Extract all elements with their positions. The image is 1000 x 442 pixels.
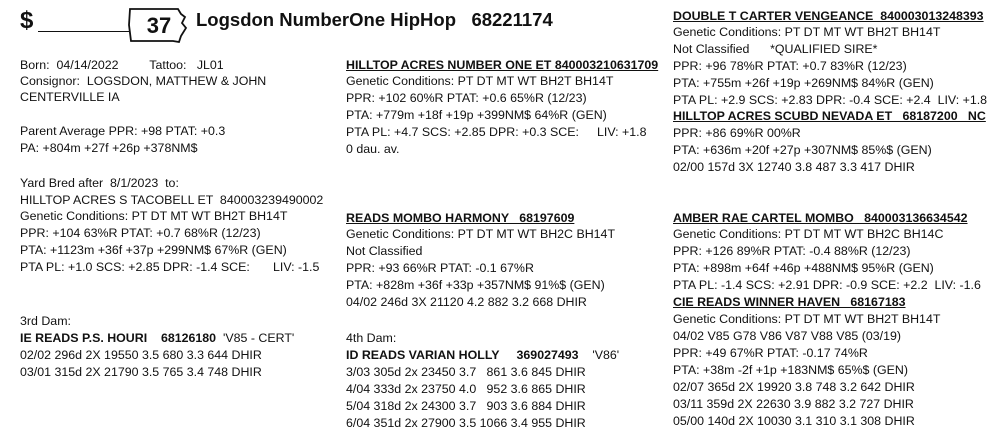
dam-of-mgs-score: 04/02 V85 G78 V86 V87 V88 V85 (03/19) [673, 329, 902, 343]
sire-of-sire-class: Not Classified *QUALIFIED SIRE* [673, 42, 878, 56]
consignor-name: LOGSDON, MATTHEW & JOHN [86, 74, 267, 88]
sire-pta: PTA: +779m +18f +19p +399NM$ 64%R (GEN) [346, 108, 607, 122]
consignor-line [20, 74, 266, 88]
animal-title [196, 9, 553, 31]
mgs-name: READS MOMBO HARMONY 68197609 [346, 211, 575, 225]
bred-to-liv: LIV: -1.5 [273, 260, 320, 274]
bred-to-sire: HILLTOP ACRES S TACOBELL ET 840003239490002 [20, 193, 324, 207]
sire-name: HILLTOP ACRES NUMBER ONE ET 840003210631709 [346, 58, 659, 72]
dam-of-mgs-pta: PTA: +38m -2f +1p +183NM$ 65%$ (GEN) [673, 363, 908, 377]
fourth-dam-record: 4/04 333d 2x 23750 4.0 952 3.6 865 DHIR [346, 382, 586, 396]
price-dollar-sign: $ [20, 7, 34, 34]
third-dam-record: 02/02 296d 2X 19550 3.5 680 3.3 644 DHIR [20, 348, 262, 362]
third-dam-title [20, 331, 294, 345]
mgs-record: 04/02 246d 3X 21120 4.2 882 3.2 668 DHIR [346, 295, 587, 309]
born-label: Born: [20, 58, 50, 72]
sire-daughters: 0 dau. av. [346, 142, 400, 156]
mgs-genetic: Genetic Conditions: PT DT MT WT BH2C BH14T [346, 227, 616, 241]
sire-genetic: Genetic Conditions: PT DT MT WT BH2T BH14T [346, 74, 614, 88]
lot-number: 37 [146, 13, 172, 38]
born-line [20, 58, 224, 72]
animal-name: Logsdon NumberOne HipHop [196, 9, 457, 30]
sire-of-sire-ppr: PPR: +96 78%R PTAT: +0.7 83%R (12/23) [673, 59, 907, 73]
third-dam-reg: 68126180 [160, 331, 217, 345]
third-dam-name: IE READS P.S. HOURI [20, 331, 148, 345]
dam-of-sire-name: HILLTOP ACRES SCUBD NEVADA ET 68187200 NC [673, 109, 986, 123]
tattoo-value: JL01 [196, 58, 224, 72]
sire-pta-pl: PTA PL: +4.7 SCS: +2.85 DPR: +0.3 SCE: [346, 125, 579, 139]
dam-of-sire-ppr: PPR: +86 69%R 00%R [673, 126, 801, 140]
sire-of-mgs-ppr: PPR: +126 89%R PTAT: -0.4 88%R (12/23) [673, 244, 911, 258]
bred-to-pta: PTA: +1123m +36f +37p +299NM$ 67%R (GEN) [20, 243, 287, 257]
fourth-dam-name: ID READS VARIAN HOLLY [346, 348, 500, 362]
fourth-dam-record: 3/03 305d 2x 23450 3.7 861 3.6 845 DHIR [346, 365, 586, 379]
sire-liv: LIV: +1.8 [597, 125, 647, 139]
born-date: 04/14/2022 [56, 58, 119, 72]
sire-of-sire-pta: PTA: +755m +26f +19p +269NM$ 84%R (GEN) [673, 76, 934, 90]
third-dam-record: 03/01 315d 2X 21790 3.5 765 3.4 748 DHIR [20, 365, 262, 379]
bred-to-pta-pl: PTA PL: +1.0 SCS: +2.85 DPR: -1.4 SCE: [20, 260, 250, 274]
dam-of-mgs-genetic: Genetic Conditions: PT DT MT WT BH2T BH14T [673, 312, 941, 326]
sire-of-mgs-genetic: Genetic Conditions: PT DT MT WT BH2C BH14C [673, 227, 944, 241]
parent-average-pa: PA: +804m +27f +26p +378NM$ [20, 141, 198, 155]
dam-of-mgs-record: 05/00 140d 2X 10030 3.1 310 3.1 308 DHIR [673, 414, 915, 428]
third-dam-label: 3rd Dam: [20, 314, 71, 328]
dam-of-sire-record: 02/00 157d 3X 12740 3.8 487 3.3 417 DHIR [673, 160, 915, 174]
yard-bred-line: Yard Bred after 8/1/2023 to: [20, 176, 179, 190]
fourth-dam-title [346, 348, 619, 362]
consignor-label: Consignor: [20, 74, 80, 88]
fourth-dam-record: 5/04 318d 2x 24300 3.7 903 3.6 884 DHIR [346, 399, 586, 413]
fourth-dam-record: 6/04 351d 2x 27900 3.5 1066 3.4 955 DHIR [346, 416, 586, 430]
dam-of-sire-pta: PTA: +636m +20f +27p +307NM$ 85%$ (GEN) [673, 143, 932, 157]
fourth-dam-reg: 369027493 [516, 348, 579, 362]
fourth-dam-score: 'V86' [592, 348, 620, 362]
sire-of-mgs-name: AMBER RAE CARTEL MOMBO 840003136634542 [673, 211, 968, 225]
animal-reg-number: 68221174 [471, 9, 553, 30]
mgs-class: Not Classified [346, 244, 423, 258]
dam-of-mgs-record: 02/07 365d 2X 19920 3.8 748 3.2 642 DHIR [673, 380, 915, 394]
dam-of-mgs-record: 03/11 359d 2X 22630 3.9 882 3.2 727 DHIR [673, 397, 914, 411]
parent-average: Parent Average PPR: +98 PTAT: +0.3 [20, 124, 226, 138]
sire-of-mgs-pta-pl: PTA PL: -1.4 SCS: +2.91 DPR: -0.9 SCE: +2.2 LIV: -1.6 [673, 278, 981, 292]
dam-of-mgs-name: CIE READS WINNER HAVEN 68167183 [673, 295, 906, 309]
third-dam-score: 'V85 - CERT' [222, 331, 295, 345]
tattoo-label: Tattoo: [149, 58, 187, 72]
sire-of-sire-name: DOUBLE T CARTER VENGEANCE 840003013248393 [673, 9, 984, 23]
sire-ppr: PPR: +102 60%R PTAT: +0.6 65%R (12/23) [346, 91, 587, 105]
bred-to-ppr: PPR: +104 63%R PTAT: +0.7 68%R (12/23) [20, 226, 261, 240]
dam-of-mgs-ppr: PPR: +49 67%R PTAT: -0.17 74%R [673, 346, 868, 360]
sire-of-sire-genetic: Genetic Conditions: PT DT MT WT BH2T BH14T [673, 25, 941, 39]
sire-of-mgs-pta: PTA: +898m +64f +46p +488NM$ 95%R (GEN) [673, 261, 934, 275]
price-blank-line [38, 31, 130, 32]
mgs-ppr: PPR: +93 66%R PTAT: -0.1 67%R [346, 261, 534, 275]
fourth-dam-label: 4th Dam: [346, 331, 397, 345]
consignor-location: CENTERVILLE IA [20, 90, 120, 104]
mgs-pta: PTA: +828m +36f +33p +357NM$ 91%$ (GEN) [346, 278, 605, 292]
bred-to-genetic: Genetic Conditions: PT DT MT WT BH2T BH14T [20, 209, 288, 223]
sire-of-sire-pta-pl: PTA PL: +2.9 SCS: +2.83 DPR: -0.4 SCE: +2.4 LIV: +1.8 [673, 93, 988, 107]
